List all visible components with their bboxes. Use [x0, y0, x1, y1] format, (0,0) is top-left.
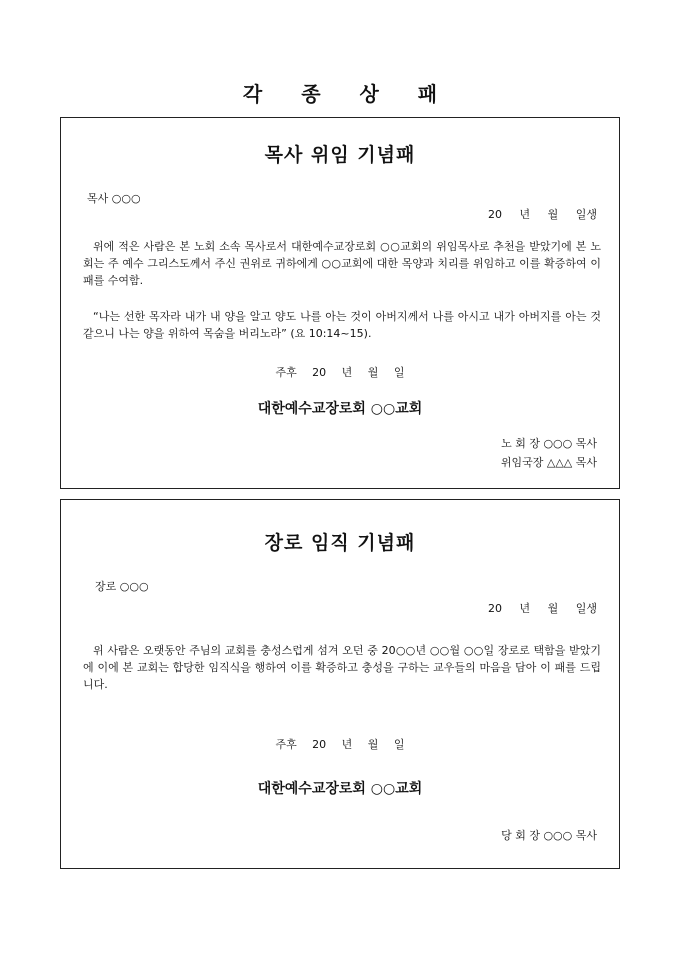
citation-paragraph: 위에 적은 사람은 본 노회 소속 목사로서 대한예수교장로회 ○○교회의 위임목사로 추천을 받았기에 본 노회는 주 예수 그리스도께서 주신 권위로 귀하에게 ○○교회에 대한 목양과 치리를 위임하고 이를 확증하여 이 패를 수여함. — [83, 240, 601, 287]
pastor-installation-plaque — [60, 117, 620, 489]
recipient-name: 목사 ○○○ — [87, 192, 141, 205]
signature-installation-committee: 위임국장 △△△ 목사 — [500, 456, 597, 469]
plaque-title: 목사 위임 기념패 — [264, 144, 416, 166]
signatures — [501, 434, 597, 472]
plaque-title: 장로 임직 기념패 — [264, 532, 416, 554]
recipient-name: 장로 ○○○ — [95, 580, 149, 593]
church-name: 대한예수교장로회 ○○교회 — [257, 401, 423, 417]
signatures — [501, 826, 597, 845]
citation-paragraph: 위 사람은 오랫동안 주님의 교회를 충성스럽게 섬겨 오던 중 20○○년 ○○월 ○○일 장로로 택함을 받았기에 이에 본 교회는 합당한 임직식을 행하여 이를 확증하고 충성을 구하는 교우들의 마음을 담아 이 패를 드립니다. — [83, 644, 601, 691]
award-date-line: 주후 20 년 월 일 — [275, 366, 405, 379]
award-date-line: 주후 20 년 월 일 — [275, 738, 405, 751]
church-name: 대한예수교장로회 ○○교회 — [257, 781, 423, 797]
page-title: 각 종 상 패 — [242, 82, 454, 106]
birth-date-line: 20 년 월 일생 — [488, 208, 597, 221]
signature-presbytery-moderator: 노 회 장 ○○○ 목사 — [501, 437, 597, 450]
elder-ordination-plaque — [60, 499, 620, 869]
signature-session-moderator: 당 회 장 ○○○ 목사 — [501, 829, 597, 842]
birth-date-line: 20 년 월 일생 — [488, 602, 597, 615]
scripture-quote: “나는 선한 목자라 내가 내 양을 알고 양도 나를 아는 것이 아버지께서 나를 아시고 내가 아버지를 아는 것 같으니 나는 양을 위하여 목숨을 버리노라” (요 10:14~15). — [83, 310, 601, 340]
